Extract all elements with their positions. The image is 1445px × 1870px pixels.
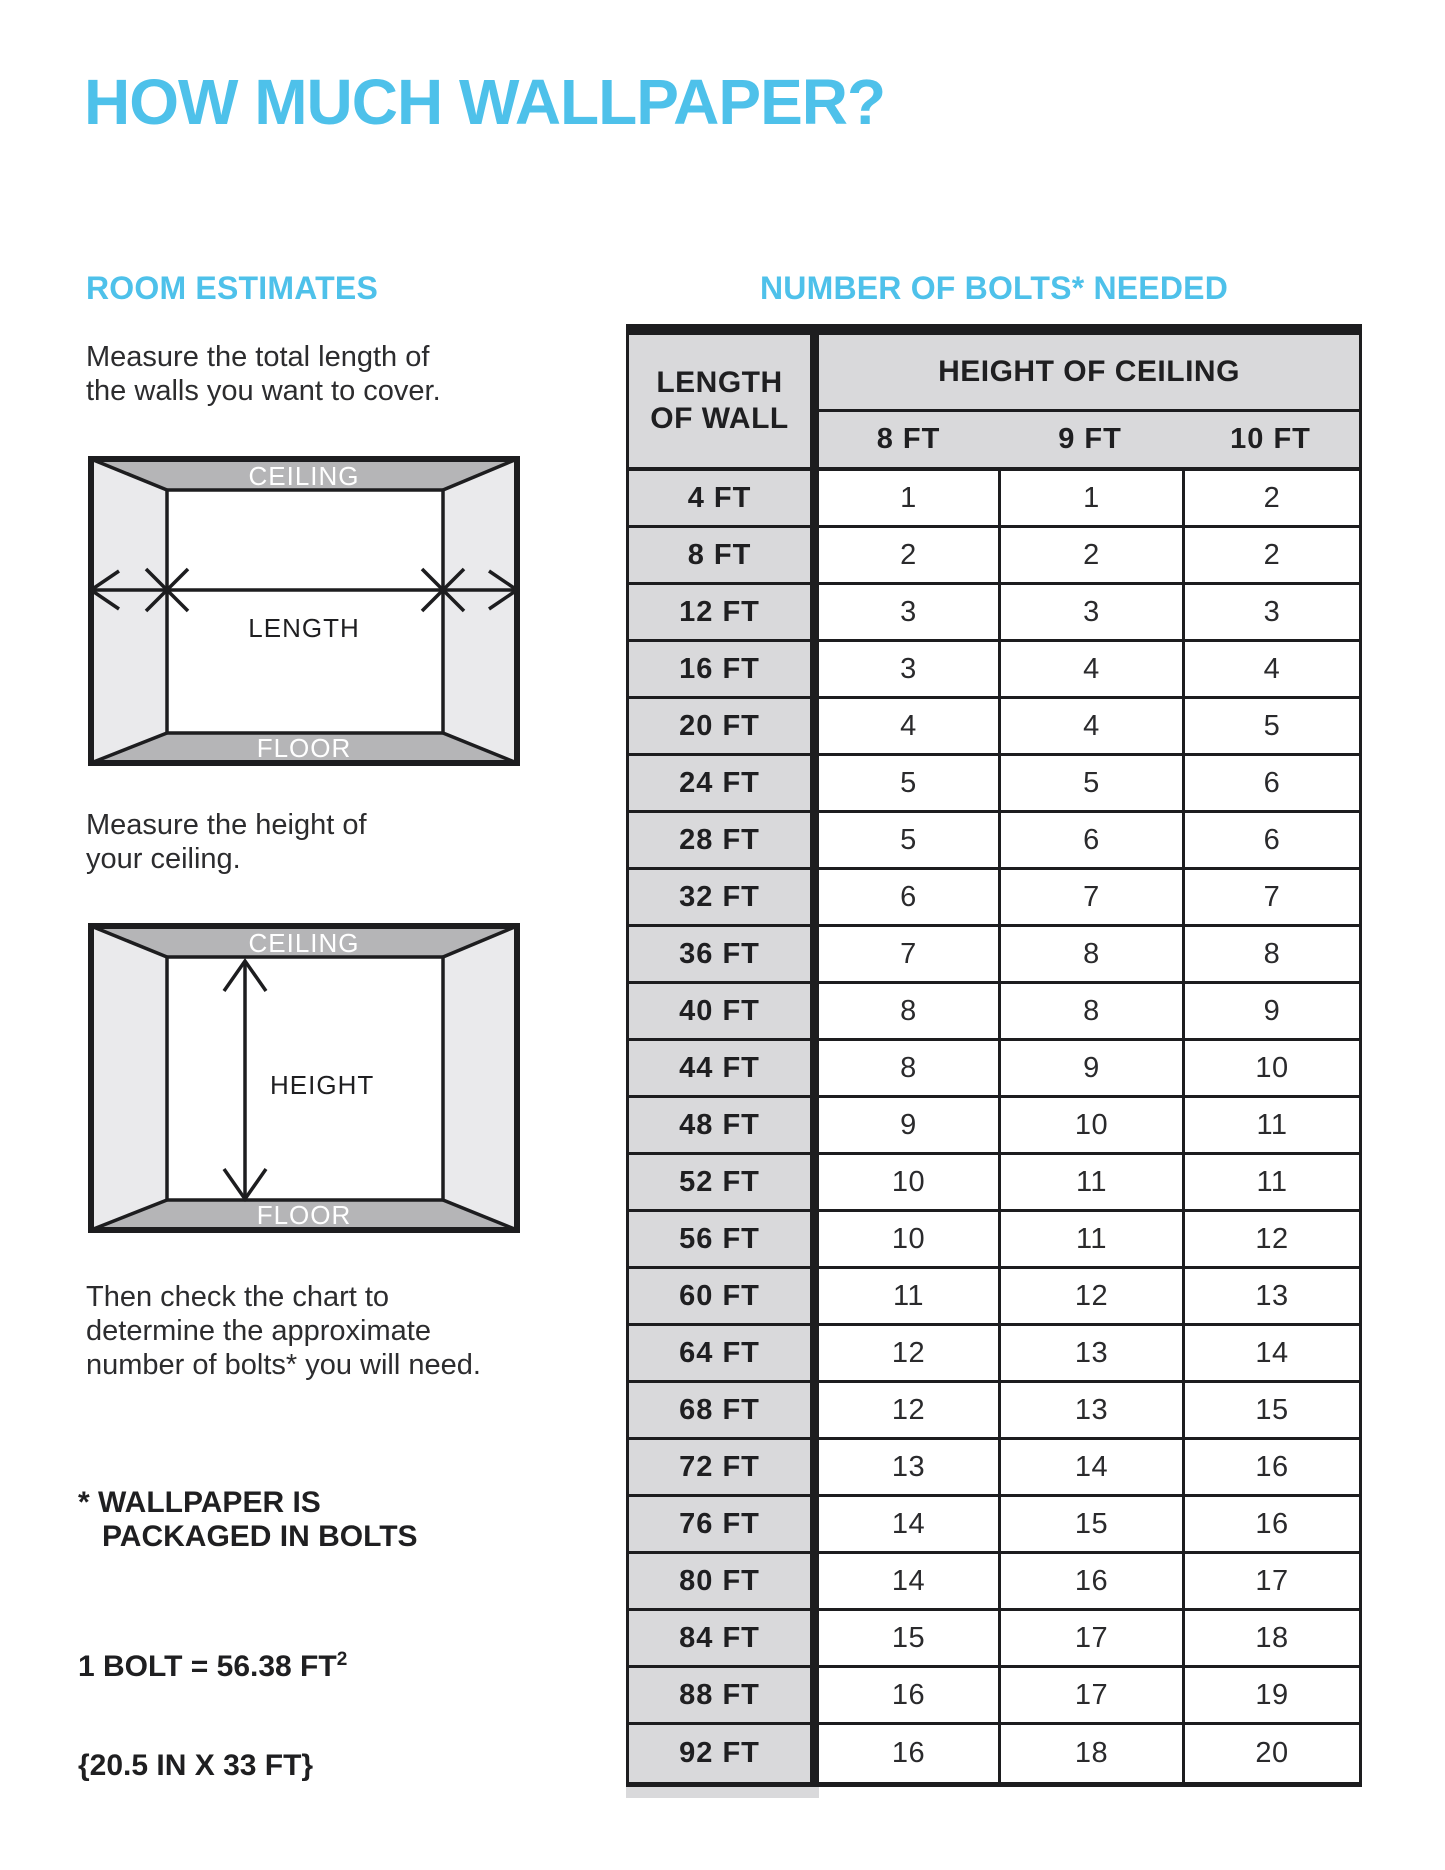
room-height-diagram [88, 923, 520, 1233]
table-row [626, 1212, 1362, 1269]
table-row [626, 927, 1362, 984]
column-header-10ft: 10 FT [1230, 423, 1311, 455]
table-row [626, 984, 1362, 1041]
bolt-count-cell: 1 [819, 471, 998, 528]
table-row [626, 1041, 1362, 1098]
row-label: 80 FT [626, 1554, 810, 1611]
bolt-count-cell: 14 [819, 1554, 998, 1611]
bolt-count-cell: 2 [998, 528, 1182, 585]
row-label: 24 FT [626, 756, 810, 813]
table-row [626, 528, 1362, 585]
bolt-count-cell: 11 [998, 1212, 1182, 1269]
table-row [626, 585, 1362, 642]
bolt-count-cell: 12 [998, 1269, 1182, 1326]
bolt-count-cell: 5 [819, 756, 998, 813]
bolt-count-cell: 9 [1182, 984, 1362, 1041]
row-label: 40 FT [626, 984, 810, 1041]
column-header-9ft: 9 FT [1058, 423, 1122, 455]
bolts-footnote [78, 1486, 418, 1554]
row-label: 48 FT [626, 1098, 810, 1155]
height-of-ceiling-header: HEIGHT OF CEILING [819, 335, 1362, 412]
bolts-needed-table [626, 324, 1362, 1799]
row-label: 28 FT [626, 813, 810, 870]
table-row [626, 1326, 1362, 1383]
table-row [626, 1725, 1362, 1782]
bolt-count-cell: 7 [998, 870, 1182, 927]
row-label: 32 FT [626, 870, 810, 927]
table-row [626, 756, 1362, 813]
floor-label: FLOOR [256, 1200, 352, 1230]
bolt-count-cell: 10 [819, 1212, 998, 1269]
bolt-count-cell: 11 [998, 1155, 1182, 1212]
length-label: LENGTH [248, 613, 360, 643]
bolt-count-cell: 10 [1182, 1041, 1362, 1098]
bolt-count-cell: 6 [1182, 813, 1362, 870]
height-label: HEIGHT [270, 1070, 375, 1100]
bolt-count-cell: 17 [998, 1611, 1182, 1668]
table-row [626, 870, 1362, 927]
bolt-count-cell: 18 [998, 1725, 1182, 1782]
text-line: number of bolts* you will need. [86, 1349, 481, 1381]
table-row [626, 1269, 1362, 1326]
bolt-count-cell: 8 [819, 984, 998, 1041]
bolt-count-cell: 4 [1182, 642, 1362, 699]
bolt-count-cell: 3 [819, 585, 998, 642]
bolt-size-note [78, 1584, 347, 1848]
bolt-count-cell: 2 [1182, 471, 1362, 528]
bolt-count-cell: 5 [1182, 699, 1362, 756]
bolt-dimensions: {20.5 IN X 33 FT} [78, 1749, 314, 1782]
bolt-count-cell: 3 [998, 585, 1182, 642]
ceiling-label: CEILING [248, 461, 360, 491]
table-row [626, 813, 1362, 870]
text-line: Then check the chart to [86, 1281, 390, 1313]
table-row [626, 1098, 1362, 1155]
table-top-border [626, 324, 1362, 335]
row-label: 68 FT [626, 1383, 810, 1440]
bolt-count-cell: 4 [819, 699, 998, 756]
table-row [626, 1611, 1362, 1668]
text-line: Measure the height of [86, 809, 367, 841]
bolt-count-cell: 13 [819, 1440, 998, 1497]
bolt-count-cell: 13 [998, 1383, 1182, 1440]
bolt-count-cell: 16 [819, 1668, 998, 1725]
length-of-wall-header [626, 335, 810, 471]
row-label: 16 FT [626, 642, 810, 699]
text-line: the walls you want to cover. [86, 375, 441, 407]
bolt-count-cell: 16 [1182, 1440, 1362, 1497]
bolt-count-cell: 16 [819, 1725, 998, 1782]
bolt-count-cell: 1 [998, 471, 1182, 528]
bolt-count-cell: 14 [819, 1497, 998, 1554]
row-label: 12 FT [626, 585, 810, 642]
row-label: 36 FT [626, 927, 810, 984]
row-label: 20 FT [626, 699, 810, 756]
bolt-count-cell: 16 [998, 1554, 1182, 1611]
text-line: PACKAGED IN BOLTS [102, 1520, 418, 1553]
table-row [626, 1383, 1362, 1440]
bolt-equation [78, 1650, 347, 1683]
table-row [626, 471, 1362, 528]
row-label: 92 FT [626, 1725, 810, 1782]
bolt-count-cell: 15 [819, 1611, 998, 1668]
check-chart-instruction [86, 1280, 481, 1382]
right-wall-surface [443, 456, 520, 766]
bolt-count-cell: 3 [819, 642, 998, 699]
first-column-stub [626, 1787, 819, 1798]
bolt-count-cell: 6 [819, 870, 998, 927]
bolt-count-cell: 12 [1182, 1212, 1362, 1269]
bolt-count-cell: 7 [1182, 870, 1362, 927]
table-row [626, 1497, 1362, 1554]
measure-length-instruction [86, 340, 441, 408]
row-label: 64 FT [626, 1326, 810, 1383]
bolt-count-cell: 13 [1182, 1269, 1362, 1326]
row-label: 76 FT [626, 1497, 810, 1554]
bolt-count-cell: 20 [1182, 1725, 1362, 1782]
bolt-count-cell: 16 [1182, 1497, 1362, 1554]
bolt-count-cell: 5 [819, 813, 998, 870]
bolt-count-cell: 14 [1182, 1326, 1362, 1383]
bolt-count-cell: 2 [1182, 528, 1362, 585]
bolt-count-cell: 4 [998, 699, 1182, 756]
bolt-count-cell: 4 [998, 642, 1182, 699]
bolt-count-cell: 6 [998, 813, 1182, 870]
left-wall-surface [88, 456, 167, 766]
bolt-count-cell: 15 [998, 1497, 1182, 1554]
room-length-diagram [88, 456, 520, 766]
bolt-count-cell: 8 [1182, 927, 1362, 984]
bolt-count-cell: 12 [819, 1383, 998, 1440]
bolt-count-cell: 14 [998, 1440, 1182, 1497]
page-title: HOW MUCH WALLPAPER? [84, 66, 886, 138]
bolt-count-cell: 11 [819, 1269, 998, 1326]
back-wall [167, 490, 443, 733]
bolt-count-cell: 3 [1182, 585, 1362, 642]
ceiling-label: CEILING [248, 928, 360, 958]
left-wall-surface [88, 923, 167, 1233]
measure-height-instruction [86, 808, 367, 876]
text-line: your ceiling. [86, 843, 241, 875]
text-line: OF WALL [650, 402, 789, 435]
ceiling-height-column-headers [819, 412, 1362, 471]
bolt-count-cell: 12 [819, 1326, 998, 1383]
bolt-count-cell: 8 [998, 927, 1182, 984]
row-label: 72 FT [626, 1440, 810, 1497]
table-row [626, 1155, 1362, 1212]
bolts-needed-heading: NUMBER OF BOLTS* NEEDED [759, 270, 1229, 306]
table-row [626, 699, 1362, 756]
bolt-count-cell: 11 [1182, 1155, 1362, 1212]
right-wall-surface [443, 923, 520, 1233]
bolt-count-cell: 8 [819, 1041, 998, 1098]
bolt-count-cell: 17 [998, 1668, 1182, 1725]
row-label: 4 FT [626, 471, 810, 528]
bolt-count-cell: 19 [1182, 1668, 1362, 1725]
bolt-count-cell: 9 [998, 1041, 1182, 1098]
row-label: 84 FT [626, 1611, 810, 1668]
bolt-count-cell: 10 [998, 1098, 1182, 1155]
bolt-count-cell: 18 [1182, 1611, 1362, 1668]
row-label: 88 FT [626, 1668, 810, 1725]
text-line: determine the approximate [86, 1315, 431, 1347]
bolt-count-cell: 15 [1182, 1383, 1362, 1440]
row-label: 44 FT [626, 1041, 810, 1098]
bolt-count-cell: 9 [819, 1098, 998, 1155]
bolt-count-cell: 2 [819, 528, 998, 585]
bolt-count-cell: 17 [1182, 1554, 1362, 1611]
row-label: 8 FT [626, 528, 810, 585]
bolt-count-cell: 11 [1182, 1098, 1362, 1155]
bolt-count-cell: 5 [998, 756, 1182, 813]
table-row [626, 642, 1362, 699]
text-line: 1 BOLT = 56.38 FT [78, 1650, 337, 1683]
floor-label: FLOOR [256, 733, 352, 763]
table-row [626, 1668, 1362, 1725]
table-row [626, 1440, 1362, 1497]
table-body [626, 471, 1362, 1782]
room-estimates-heading: ROOM ESTIMATES [86, 270, 378, 306]
bolt-count-cell: 6 [1182, 756, 1362, 813]
bolt-count-cell: 8 [998, 984, 1182, 1041]
row-label: 60 FT [626, 1269, 810, 1326]
text-line: * WALLPAPER IS [78, 1486, 321, 1519]
text-line: LENGTH [656, 366, 783, 399]
bolt-count-cell: 10 [819, 1155, 998, 1212]
column-header-8ft: 8 FT [876, 423, 941, 455]
table-row [626, 1554, 1362, 1611]
text-line: Measure the total length of [86, 341, 430, 373]
row-label: 52 FT [626, 1155, 810, 1212]
squared-exponent: 2 [336, 1649, 348, 1670]
bolt-count-cell: 7 [819, 927, 998, 984]
bolt-count-cell: 13 [998, 1326, 1182, 1383]
row-label: 56 FT [626, 1212, 810, 1269]
